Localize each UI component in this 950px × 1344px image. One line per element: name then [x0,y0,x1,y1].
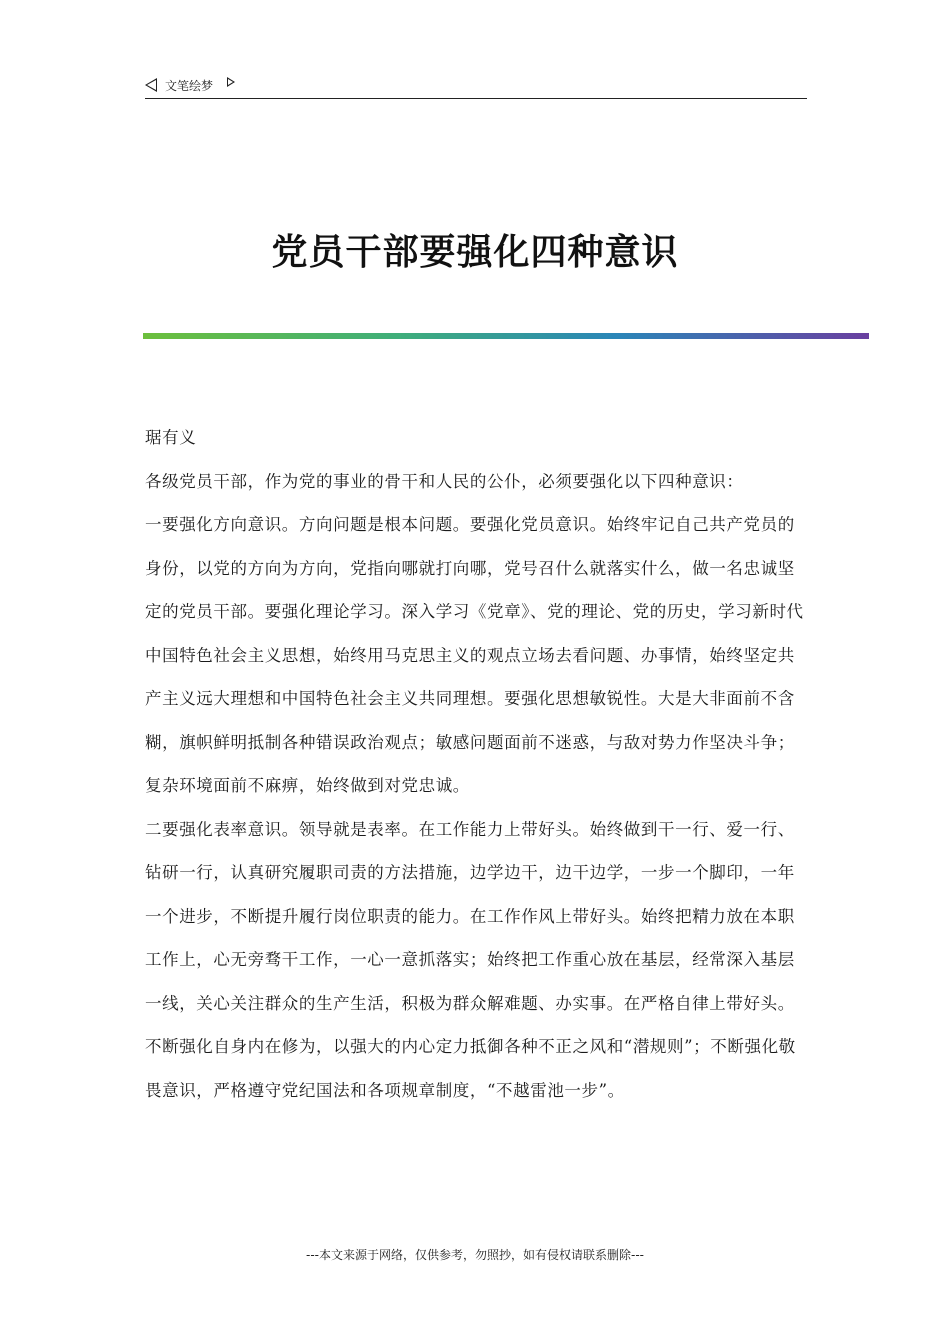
right-triangle-icon [227,77,235,87]
footer-disclaimer: ---本文来源于网络，仅供参考，勿照抄，如有侵权请联系删除--- [306,1248,644,1262]
page-header [145,72,807,99]
paragraph-exemplar: 二要强化表率意识。领导就是表率。在工作能力上带好头。始终做到干一行、爱一行、钻研一行，认真研究履职司责的方法措施，边学边干，边干边学，一步一个脚印，一年一个进步，不断提升履行岗位职责的能力。在工作作风上带好头。始终把精力放在本职工作上，心无旁骛干工作，一心一意抓落实；始终把工作重心放在基层，经常深入基层一线，关心关注群众的生产生活，积极为群众解难题、办实事。在严格自律上带好头。不断强化自身内在修为，以强大的内心定力抵御各种不正之风和“潜规则”；不断强化敬畏意识，严格遵守党纪国法和各项规章制度，“不越雷池一步”。 [145,819,796,1100]
paragraph-intro: 各级党员干部，作为党的事业的骨干和人民的公仆，必须要强化以下四种意识： [145,471,744,491]
document-title: 党员干部要强化四种意识 [271,231,679,274]
title-divider [143,333,869,339]
paragraph-direction: 一要强化方向意识。方向问题是根本问题。要强化党员意识。始终牢记自己共产党员的身份，以党的方向为方向，党指向哪就打向哪，党号召什么就落实什么，做一名忠诚坚定的党员干部。要强化理论学习。深入学习《党章》、党的理论、党的历史，学习新时代中国特色社会主义思想，始终用马克思主义的观点立场去看问题、办事情，始终坚定共产主义远大理想和中国特色社会主义共同理想。要强化思想敏锐性。大是大非面前不含糊，旗帜鲜明抵制各种错误政治观点；敏感问题面前不迷惑，与敌对势力作坚决斗争；复杂环境面前不麻痹，始终做到对党忠诚。 [145,515,804,795]
author-line: 琚有义 [145,428,197,447]
header-brand: 文笔绘梦 [165,78,214,93]
left-triangle-icon [145,78,157,92]
document-body [145,416,810,1112]
